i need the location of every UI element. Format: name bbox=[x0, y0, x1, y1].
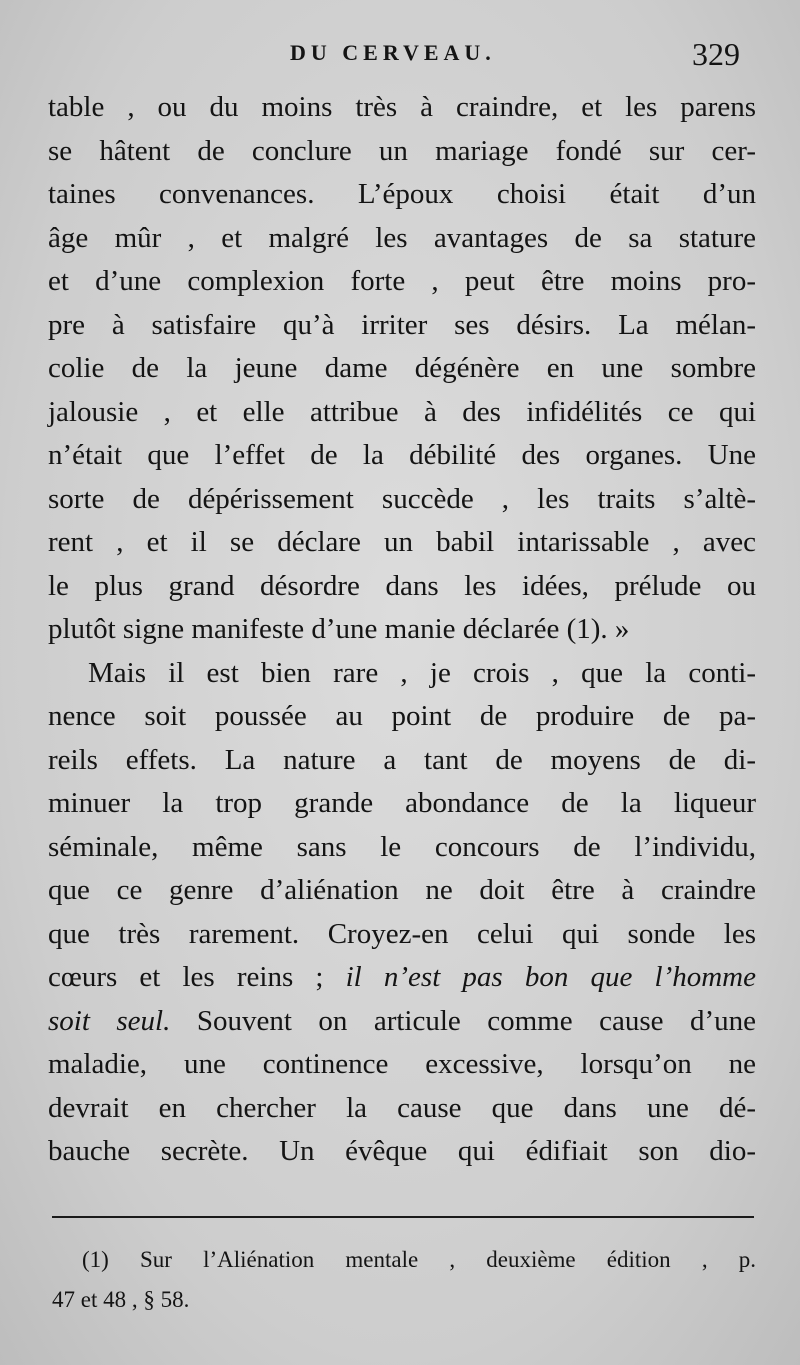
text-line: reils effets. La nature a tant de moyens de di- bbox=[48, 743, 756, 776]
text-line: rent , et il se déclare un babil intarissable , avec bbox=[48, 526, 756, 558]
footnote-line: (1) Sur l’Aliénation mentale , deuxième édition , p. bbox=[82, 1247, 756, 1272]
text-line: se hâtent de conclure un mariage fondé sur cer- bbox=[48, 134, 756, 167]
footnote bbox=[52, 1240, 756, 1320]
text-line: devrait en chercher la cause que dans une dé- bbox=[48, 1091, 756, 1124]
text-line: minuer la trop grande abondance de la liqueur bbox=[48, 787, 756, 819]
text-line: nence soit poussée au point de produire de pa- bbox=[48, 700, 756, 732]
text-line: maladie, une continence excessive, lorsqu’on ne bbox=[48, 1048, 756, 1080]
text-line: taines convenances. L’époux choisi était d’un bbox=[48, 178, 756, 210]
text-line: Mais il est bien rare , je crois , que la conti- bbox=[88, 656, 756, 689]
text-line: jalousie , et elle attribue à des infidélités ce qui bbox=[48, 395, 756, 428]
text-line-with-italic bbox=[48, 956, 756, 1000]
text-line: et d’une complexion forte , peut être moins pro- bbox=[48, 265, 756, 297]
text-line: que ce genre d’aliénation ne doit être à craindre bbox=[48, 874, 756, 906]
text-line: le plus grand désordre dans les idées, prélude ou bbox=[48, 569, 756, 602]
text-line-with-italic bbox=[48, 1000, 756, 1044]
text-line: que très rarement. Croyez-en celui qui sonde les bbox=[48, 917, 756, 950]
text-line: colie de la jeune dame dégénère en une sombre bbox=[48, 352, 756, 384]
text-segment: Souvent on articule comme cause d’une bbox=[196, 1004, 756, 1037]
running-title: DU CERVEAU. bbox=[290, 40, 496, 65]
footnote-rule bbox=[52, 1216, 754, 1218]
italic-quote: soit seul. bbox=[48, 1004, 171, 1037]
text-line: table , ou du moins très à craindre, et les parens bbox=[48, 91, 756, 123]
text-line: pre à satisfaire qu’à irriter ses désirs. La mélan- bbox=[48, 308, 756, 341]
text-line: n’était que l’effet de la débilité des organes. Une bbox=[48, 439, 756, 471]
page-number: 329 bbox=[692, 36, 740, 72]
footnote-line: 47 et 48 , § 58. bbox=[52, 1287, 190, 1312]
text-line: âge mûr , et malgré les avantages de sa stature bbox=[48, 221, 756, 254]
main-text bbox=[48, 86, 756, 1174]
text-segment: cœurs et les reins ; bbox=[48, 961, 324, 993]
text-line: bauche secrète. Un évêque qui édifiait son dio- bbox=[48, 1135, 756, 1167]
italic-quote: il n’est pas bon que l’homme bbox=[345, 961, 756, 993]
text-line: séminale, même sans le concours de l’individu, bbox=[48, 830, 756, 863]
text-line: plutôt signe manifeste d’une manie déclarée (1). » bbox=[48, 613, 630, 645]
text-line: sorte de dépérissement succède , les traits s’altè- bbox=[48, 482, 756, 515]
